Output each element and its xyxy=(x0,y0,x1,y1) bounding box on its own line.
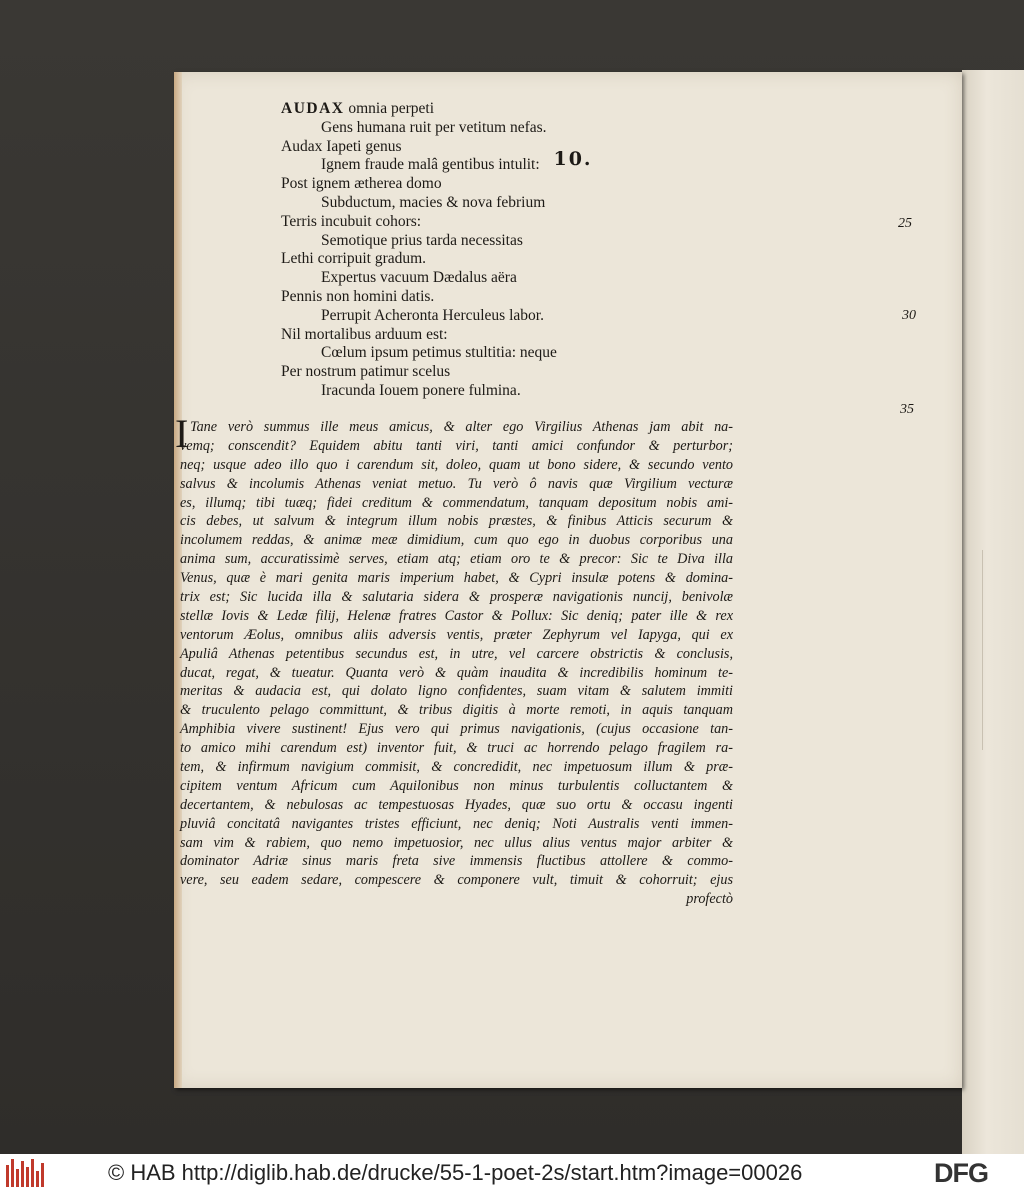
poem-line: Cœlum ipsum petimus stultitia: neque xyxy=(321,344,557,362)
poem-line: Expertus vacuum Dædalus aëra xyxy=(321,269,517,287)
line-number-25: 25 xyxy=(898,216,912,231)
poem-line: Gens humana ruit per vetitum nefas. xyxy=(321,118,547,136)
page-number: 10. xyxy=(553,148,593,170)
poem-line: Perrupit Acheronta Herculeus labor. xyxy=(321,306,544,324)
line-number-30: 30 xyxy=(902,308,916,323)
prose-line: vemq; conscendit? Equidem abitu tanti viri, tanti amici confundor & perturbor; xyxy=(180,437,733,454)
copyright-link[interactable]: © HAB http://diglib.hab.de/drucke/55-1-poet-2s/start.htm?image=00026 xyxy=(108,1160,803,1185)
prose-line: profectò xyxy=(686,891,733,908)
poem-initial-word: AUDAX xyxy=(281,100,345,117)
poem-line xyxy=(281,100,761,119)
prose-line: ventorum Æolus, omnibus aliis adversis ventis, præter Zephyrum vel Iapyga, qui ex xyxy=(180,626,733,643)
prose-line: anima sum, accuratissimè serves, etiam atq; etiam oro te & precor: Sic te Diva illa xyxy=(180,551,733,568)
poem-line: Lethi corripuit gradum. xyxy=(281,250,427,268)
next-page-edge xyxy=(962,70,1024,1154)
prose-line: vere, seu eadem sedare, compescere & componere vult, timuit & cohorruit; ejus xyxy=(180,872,733,889)
poem-line: Nil mortalibus arduum est: xyxy=(281,325,448,343)
poem-line: Terris incubuit cohors: xyxy=(281,212,422,230)
prose-line: stellæ Iovis & Ledæ filij, Helenæ fratres Castor & Pollux: Sic deniq; pater ille & rex xyxy=(180,607,733,624)
prose-line: & truculento pelago committunt, & tribus digitis à morte remoti, in aquis tanquam xyxy=(180,702,733,719)
poem-line: Audax Iapeti genus xyxy=(281,137,402,155)
poem-line: Pennis non homini datis. xyxy=(281,287,435,305)
hab-logo-icon xyxy=(6,1159,46,1187)
line-number-35: 35 xyxy=(900,402,914,417)
poem-line: Iracunda Iouem ponere fulmina. xyxy=(321,381,521,399)
prose-line: Tane verò summus ille meus amicus, & alter ego Virgilius Athenas jam abit na- xyxy=(190,419,733,435)
poem-line: Post ignem ætherea domo xyxy=(281,175,442,193)
poem-line: Per nostrum patimur scelus xyxy=(281,363,451,381)
prose-line: es, illumq; tibi tuæq; fidei creditum & commendatum, tanquam depositum nobis ami- xyxy=(180,494,733,511)
prose-line: trix est; Sic lucida illa & salutaria sidera & prosperæ navigationis nuncij, benivolæ xyxy=(180,589,733,606)
poem-line: Semotique prius tarda necessitas xyxy=(321,231,523,249)
prose-line: incolumem reddas, & animæ meæ dimidium, cum quo ego in duobus corporibus una xyxy=(180,532,733,549)
poem-line-text: omnia perpeti xyxy=(344,100,434,117)
prose-line: decertantem, & nebulosas ac tempestuosas Hyades, quæ suo ortu & occasu ingenti xyxy=(180,796,733,813)
prose-line: dominator Adriæ sinus maris freta sive immensis fluctibus attollere & commo- xyxy=(180,853,733,870)
dfg-logo: DFG xyxy=(934,1158,988,1188)
prose-line: meritas & audacia est, qui dolato ligno confidentes, suam vitam & salutem immiti xyxy=(180,683,733,700)
prose-line: cis debes, ut salvum & integrum illum nobis præstes, & finibus Atticis securum & xyxy=(180,513,733,530)
prose-line: salvus & incolumis Athenas veniat metuo. Tu verò ô navis quæ Virgilium vecturæ xyxy=(180,475,733,492)
prose-line: ducat, regat, & tueatur. Quanta verò & quàm inaudita & incredibilis hominum te- xyxy=(180,664,733,681)
prose-line: neq; usque adeo illo quo i carendum sit, doleo, quam ut bono sidere, & secundo vento xyxy=(180,456,733,473)
prose-line: tem, & infirmum navigium commisit, & concredidit, nec impetuosum illum & præ- xyxy=(180,759,733,776)
poem-line: Subductum, macies & nova febrium xyxy=(321,193,546,211)
poem-block xyxy=(281,100,761,401)
prose-line: sam vim & rabiem, quo nemo impetuosior, nec ullus alius ventus major arbiter & xyxy=(180,834,733,851)
prose-line: Apuliâ Athenas petentibus secundus est, in utre, vel carcere obstrictis & conclusis, xyxy=(180,645,733,662)
prose-line: cipitem ventum Africum cum Aquilonibus non minus turbulentis colluctantem & xyxy=(180,777,733,794)
prose-line: pluviâ concitatâ navigantes tristes efficiunt, nec deniq; Noti Australis venti immen- xyxy=(180,815,733,832)
poem-line: Ignem fraude malâ gentibus intulit: xyxy=(321,156,540,174)
prose-line: to amico mihi carendum est) inventor fuit, & truci ac horrendo pelago fragilem ra- xyxy=(180,740,733,757)
footer-bar xyxy=(0,1154,1024,1193)
prose-block xyxy=(180,418,733,909)
drop-cap: I xyxy=(175,411,189,456)
prose-line: Venus, quæ è mari genita maris imperium habet, & Cypri insulæ potens & domina- xyxy=(180,570,733,587)
prose-line: Amphibia vivere sustinent! Ejus vero qui primus navigationis, (cujus occasione tan- xyxy=(180,721,733,738)
